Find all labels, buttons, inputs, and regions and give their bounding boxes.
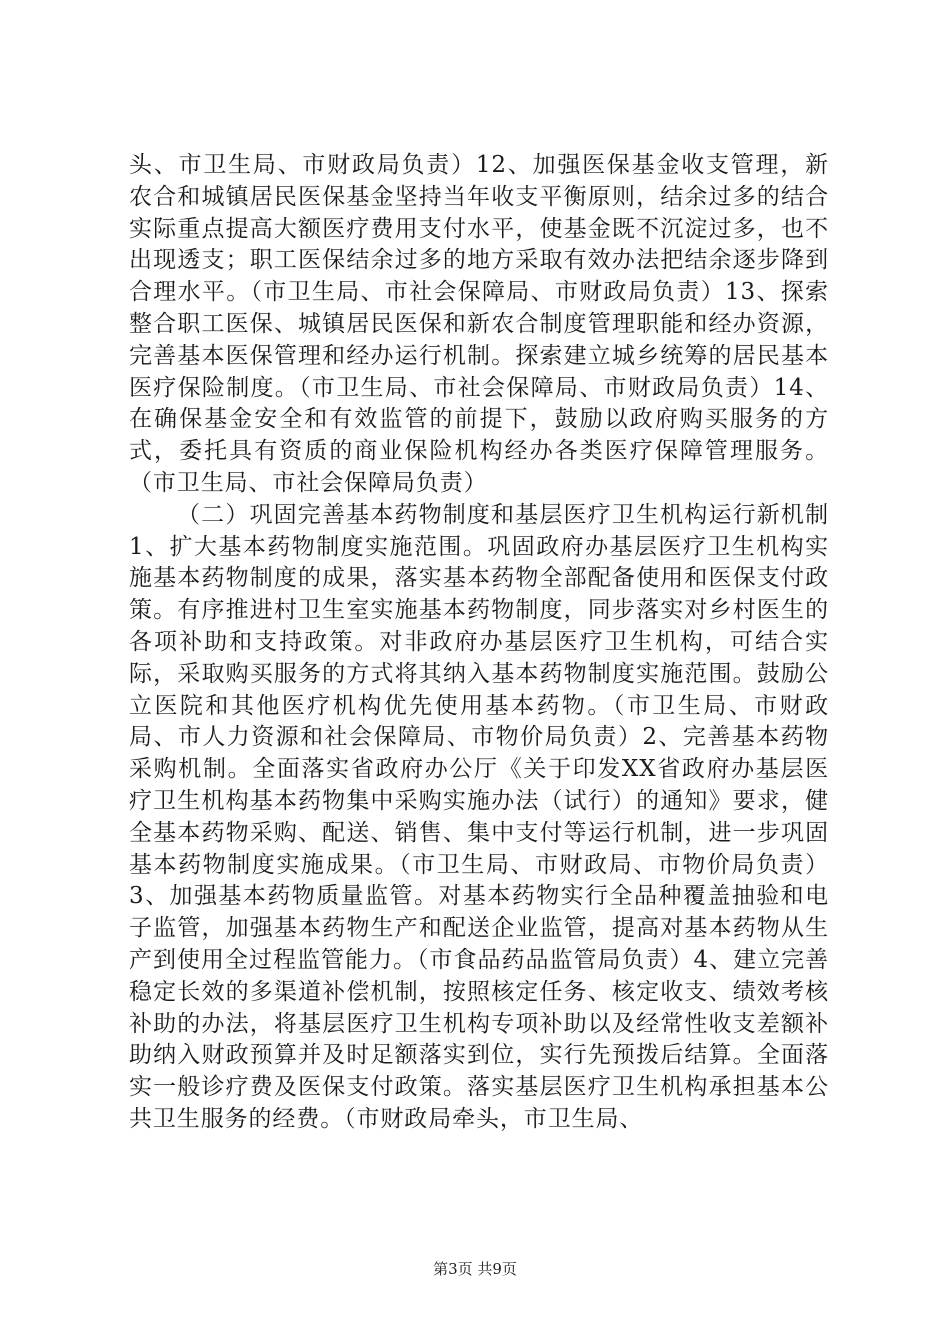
paragraph-1: 头、市卫生局、市财政局负责）12、加强医保基金收支管理，新农合和城镇居民医保基金坚持当年收支平衡原则，结余过多的结合实际重点提高大额医疗费用支付水平，使基金既不沉淀过多，也不出现透支；职工医保结余过多的地方采取有效办法把结余逐步降到合理水平。（市卫生局、市社会保障局、市财政局负责）13、探索整合职工医保、城镇居民医保和新农合制度管理职能和经办资源，完善基本医保管理和经办运行机制。探索建立城乡统筹的居民基本医疗保险制度。（市卫生局、市社会保障局、市财政局负责）14、在确保基金安全和有效监管的前提下，鼓励以政府购买服务的方式，委托具有资质的商业保险机构经办各类医疗保障管理服务。（市卫生局、市社会保障局负责） (129, 152, 829, 496)
document-body (129, 150, 829, 1136)
paragraph-2: （二）巩固完善基本药物制度和基层医疗卫生机构运行新机制 1、扩大基本药物制度实施范围。巩固政府办基层医疗卫生机构实施基本药物制度的成果，落实基本药物全部配备使用和医保支付政策。有序推进村卫生室实施基本药物制度，同步落实对乡村医生的各项补助和支持政策。对非政府办基层医疗卫生机构，可结合实际，采取购买服务的方式将其纳入基本药物制度实施范围。鼓励公立医院和其他医疗机构优先使用基本药物。（市卫生局、市财政局、市人力资源和社会保障局、市物价局负责）2、完善基本药物采购机制。全面落实省政府办公厅《关于印发XX省政府办基层医疗卫生机构基本药物集中采购实施办法（试行）的通知》要求，健全基本药物采购、配送、销售、集中支付等运行机制，进一步巩固基本药物制度实施成果。（市卫生局、市财政局、市物价局负责）3、加强基本药物质量监管。对基本药物实行全品种覆盖抽验和电子监管，加强基本药物生产和配送企业监管，提高对基本药物从生产到使用全过程监管能力。（市食品药品监管局负责）4、建立完善稳定长效的多渠道补偿机制，按照核定任务、核定收支、绩效考核补助的办法，将基层医疗卫生机构专项补助以及经常性收支差额补助纳入财政预算并及时足额落实到位，实行先预拨后结算。全面落实一般诊疗费及医保支付政策。落实基层医疗卫生机构承担基本公共卫生服务的经费。（市财政局牵头，市卫生局、 (129, 501, 829, 1132)
page-number: 第3页 共9页 (433, 1260, 517, 1278)
